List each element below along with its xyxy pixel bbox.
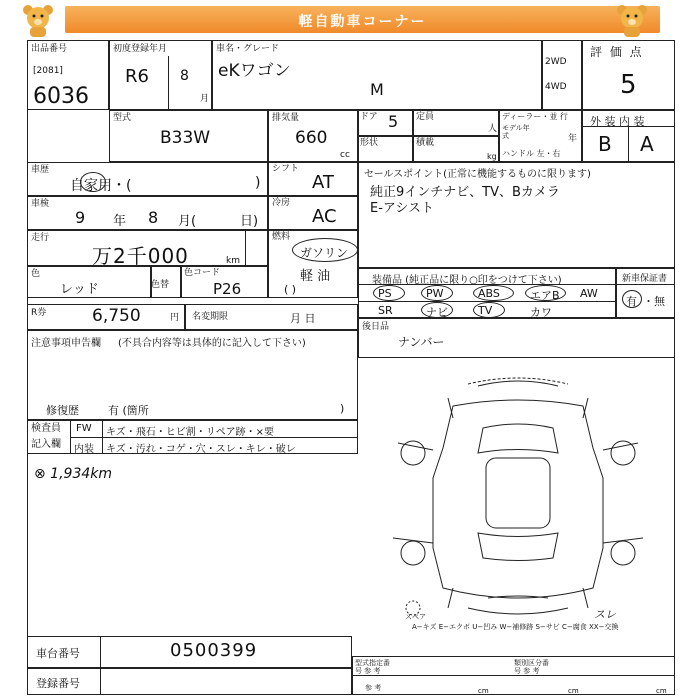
ac-label: 冷房 — [272, 198, 291, 208]
grade: M — [370, 80, 384, 99]
fuel-gasoline: ガソリン — [300, 246, 349, 260]
bear-mascot-icon — [612, 2, 652, 38]
rear-value: ナンバー — [398, 335, 445, 349]
fuel-label: 燃料 — [272, 232, 291, 242]
handwritten-note: ⊗ 1,934km — [34, 466, 113, 482]
sales-label: セールスポイント(正常に機能するものに限ります) — [364, 169, 591, 180]
handle-label: ハンドル 左・右 — [502, 149, 561, 158]
color-code: P26 — [213, 280, 242, 298]
type-value: B33W — [160, 128, 211, 148]
color-label: 色 — [31, 269, 41, 279]
int-grade: A — [640, 132, 654, 156]
insp-year: 9 — [75, 208, 86, 227]
private-use-circle — [80, 172, 106, 192]
equipment-circle — [421, 302, 453, 318]
dealer-label: ディーラー・並 行 — [502, 112, 568, 121]
drive-box — [542, 40, 582, 110]
capacity-label: 定員 — [416, 112, 435, 122]
rear-label: 後日品 — [362, 322, 390, 332]
repair-label: 修復歴 — [46, 404, 79, 417]
chassis-value: 0500399 — [170, 640, 258, 661]
mileage-value: 万2千000 — [92, 244, 189, 268]
color-value: レッド — [60, 282, 99, 297]
name-change-unit: 月 日 — [290, 312, 316, 325]
equipment-item: ナビ — [426, 306, 448, 319]
warranty-yes: 有 — [626, 295, 637, 308]
equipment-item: PS — [378, 287, 392, 300]
mileage-label: 走行 — [31, 233, 50, 243]
fuel-other: ( ) — [284, 283, 297, 296]
disp-unit: cc — [340, 150, 350, 160]
first-reg-label: 初度登録年月 — [113, 44, 168, 54]
insp-month: 8 — [148, 208, 159, 227]
type-label: 型式 — [113, 113, 132, 123]
equipment-item: カワ — [530, 306, 552, 319]
history-label: 車歴 — [31, 165, 50, 175]
warranty-circle — [622, 290, 642, 308]
history-value: 自家用・( — [70, 178, 132, 194]
equipment-item: TV — [478, 304, 493, 317]
doors-value: 5 — [388, 112, 399, 131]
damage-mark: スレ — [594, 608, 616, 621]
type-cert-label: 型式指定番号 参 考 — [355, 659, 390, 675]
fw-label: FW — [76, 423, 92, 434]
gasoline-circle — [292, 238, 358, 262]
score-value: 5 — [620, 70, 637, 100]
equipment-circle — [421, 285, 453, 301]
interior-text: キズ・汚れ・コゲ・穴・スレ・キレ・破レ — [106, 444, 296, 455]
equipment-item: PW — [426, 287, 444, 300]
color-code-label: 色コード — [184, 268, 221, 278]
recycle-value: 6,750 — [92, 306, 141, 326]
spare-label: スペア — [405, 613, 426, 621]
notes-sub: (不具合内容等は具体的に記入して下さい) — [118, 338, 306, 349]
km-unit: km — [226, 256, 240, 266]
model-year-unit: 年 — [568, 134, 578, 144]
class-label: 類別区分番号 参 考 — [514, 659, 549, 675]
sales-line-1: 純正9インチナビ、TV、Bカメラ — [370, 185, 560, 200]
load-label: 積載 — [416, 138, 435, 148]
chassis-label: 車台番号 — [36, 647, 80, 660]
lot-sub: [2081] — [33, 66, 63, 76]
banner — [0, 0, 700, 40]
disp-value: 660 — [295, 128, 328, 148]
yen-unit: 円 — [170, 313, 180, 323]
disp-label: 排気量 — [272, 113, 300, 123]
model-name: eKワゴン — [218, 61, 291, 81]
first-reg-month: 8 — [180, 68, 189, 84]
fw-text: キズ・飛石・ヒビ割・リペア跡・×要 — [106, 427, 274, 438]
size-label: 参 考 — [365, 684, 382, 692]
equipment-item: AW — [580, 287, 598, 300]
drive-4wd: 4WD — [545, 82, 567, 92]
model-label: 車名・グレード — [216, 44, 280, 54]
equipment-item: ABS — [478, 287, 500, 300]
car-damage-diagram — [358, 358, 675, 638]
warranty-label: 新車保証書 — [622, 274, 668, 284]
lot-label: 出品番号 — [31, 44, 68, 54]
bear-mascot-icon — [18, 2, 58, 38]
first-reg-era: R6 — [125, 66, 149, 87]
model-year-label: モデル年式 — [502, 124, 530, 140]
shift-value: AT — [312, 172, 334, 193]
equipment-item: SR — [378, 304, 393, 317]
color-change-label: 色替 — [151, 280, 170, 290]
banner-title: 軽自動車コーナー — [298, 14, 427, 30]
warranty-no: ・無 — [643, 295, 665, 308]
score-label: 評 価 点 — [590, 45, 644, 59]
name-change-label: 名変期限 — [192, 312, 229, 322]
capacity-unit: 人 — [488, 124, 498, 134]
repair-value: 有 (箇所 — [108, 404, 149, 417]
recycle-label: R券 — [31, 308, 47, 318]
ext-int-label: 外 装 内 装 — [590, 115, 645, 128]
equipment-item: エアB — [530, 289, 560, 302]
interior-label: 内装 — [74, 444, 94, 455]
ac-value: AC — [312, 206, 337, 227]
banner-bar — [65, 6, 660, 33]
inspector-label: 検査員 — [31, 423, 61, 434]
lot-number: 6036 — [33, 84, 89, 109]
drive-2wd: 2WD — [545, 57, 567, 67]
inspection-label: 車検 — [31, 199, 50, 209]
equipment-circle — [525, 285, 566, 301]
ext-grade: B — [598, 132, 612, 156]
equipment-label: 装備品 (純正品に限り○印をつけて下さい) — [372, 275, 562, 286]
month-unit: 月 — [200, 94, 210, 104]
history-box — [27, 162, 268, 196]
damage-legend: A−キズ E−エクボ U−凹み W−補修跡 S−サビ C−腐食 XX−交換 — [412, 623, 619, 631]
fuel-diesel: 軽 油 — [300, 269, 331, 284]
load-unit: kg — [487, 152, 497, 161]
shift-label: シフト — [272, 164, 300, 174]
doors-label: ドア — [360, 112, 378, 122]
equipment-circle — [473, 285, 514, 301]
notes-label: 注意事項申告欄 — [31, 338, 101, 349]
sales-line-2: E-アシスト — [370, 201, 434, 216]
reg-label: 登録番号 — [36, 677, 80, 690]
equipment-circle — [473, 302, 505, 318]
shape-label: 形状 — [360, 138, 379, 148]
inspector-label2: 記入欄 — [31, 439, 61, 450]
equipment-circle — [373, 285, 405, 301]
